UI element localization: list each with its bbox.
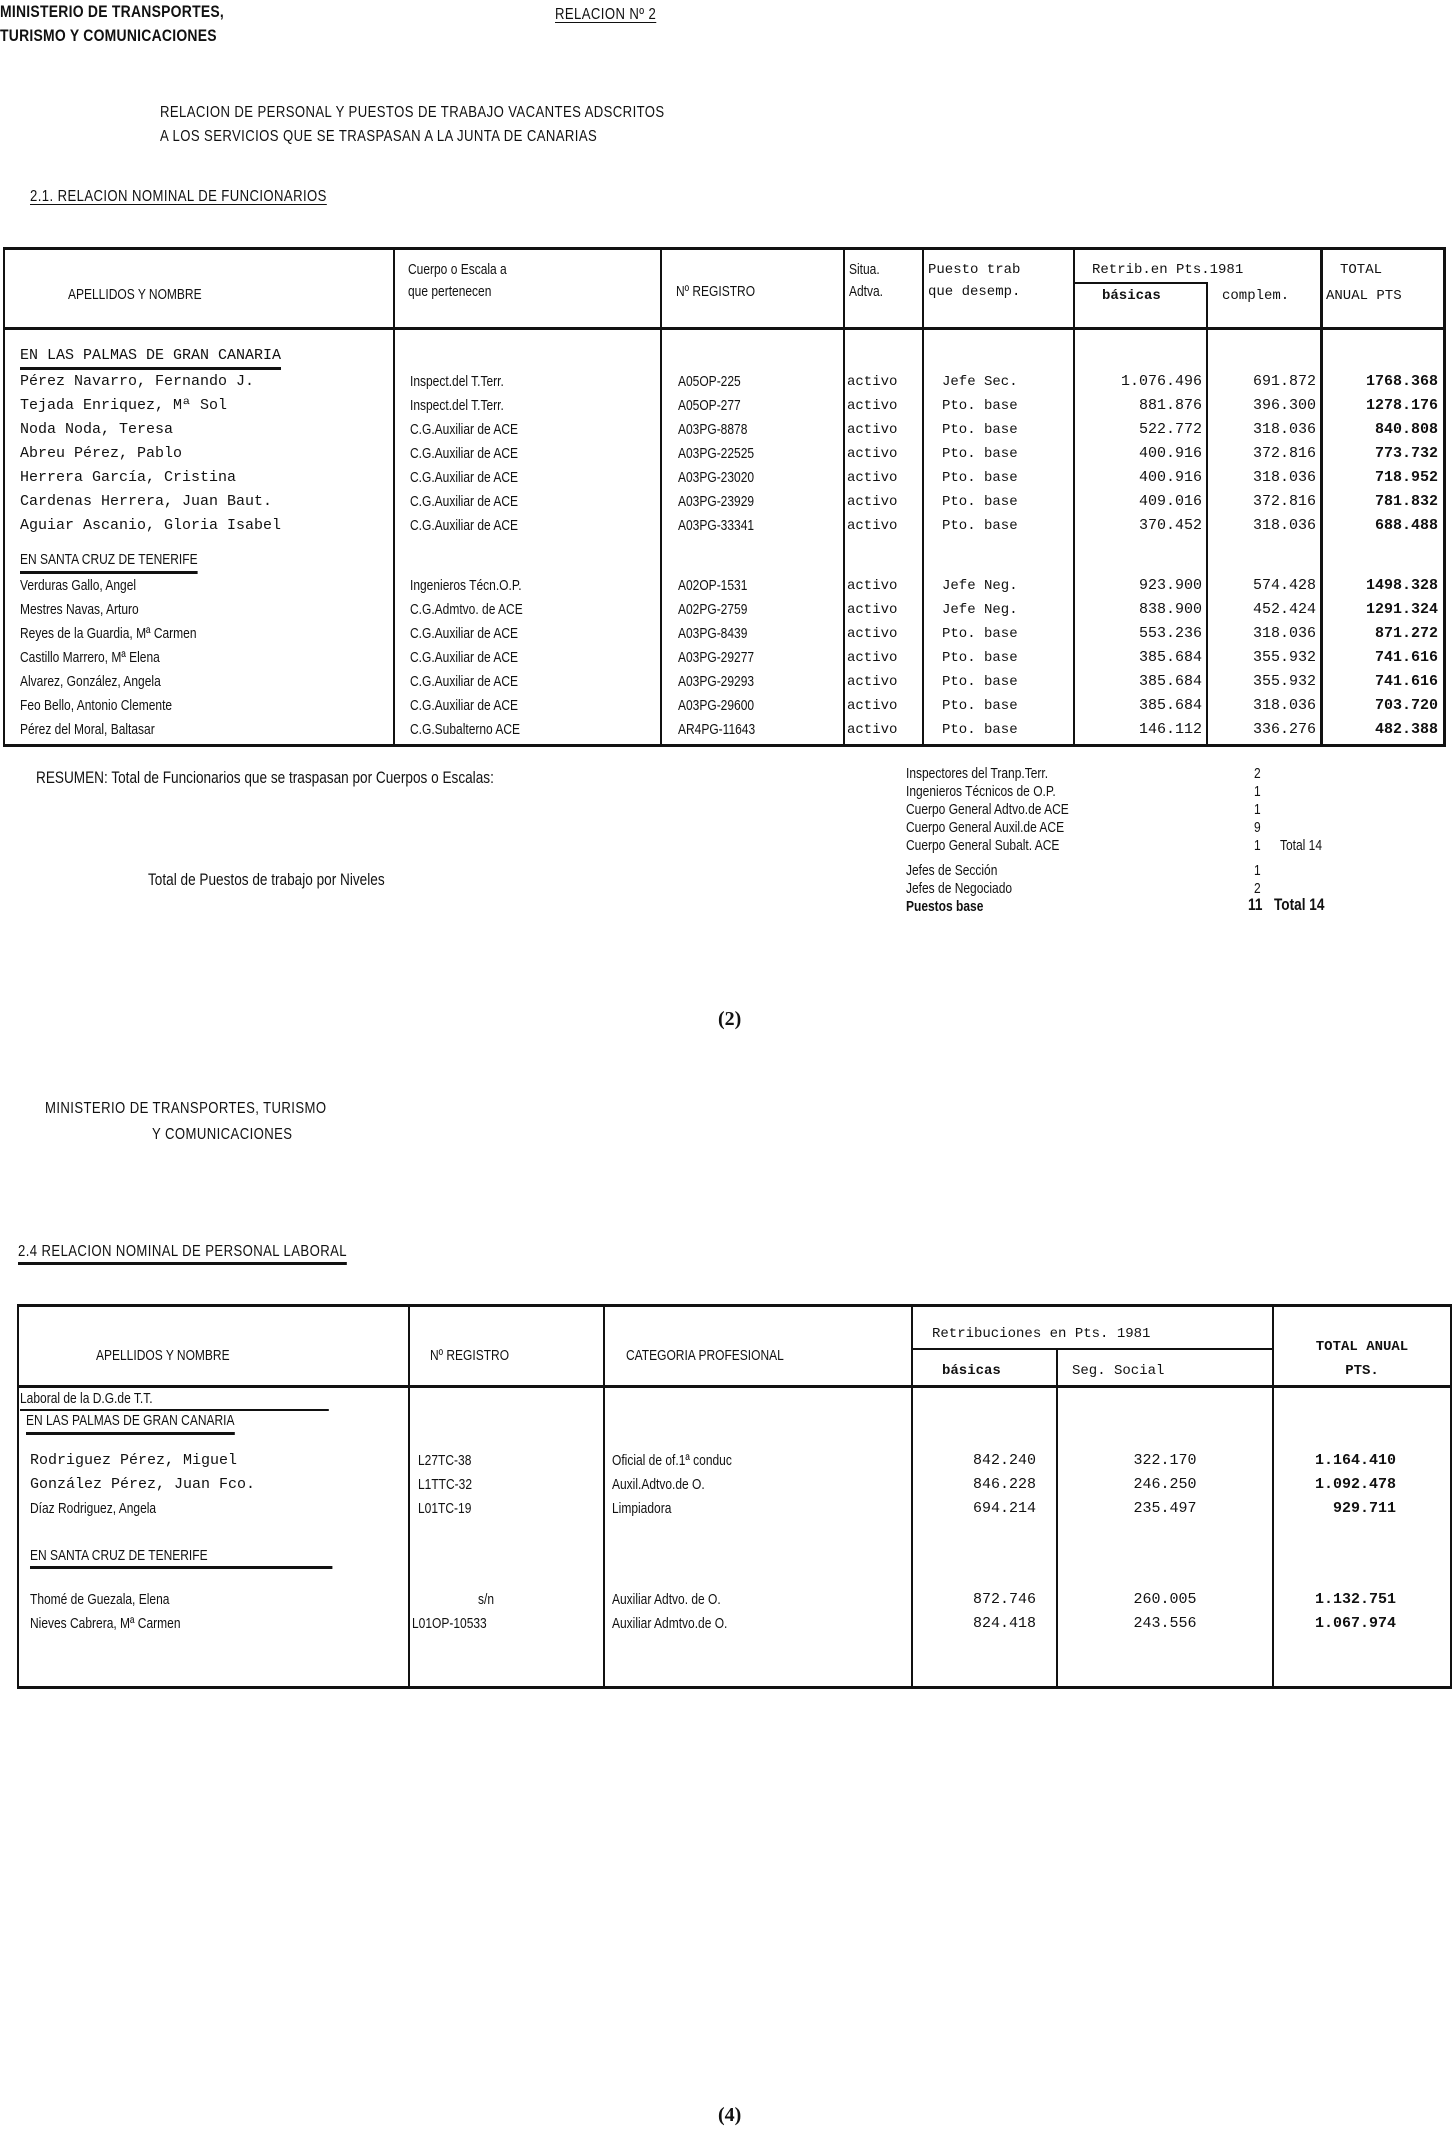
cell-basicas: 824.418 [972,1615,1036,1632]
header-total-2: ANUAL PTS [1326,288,1402,304]
summary-cuerpo-count: 1 [1254,783,1261,800]
summary-cuerpo-label: Cuerpo General Auxil.de ACE [906,819,1065,836]
document-title-line2: A LOS SERVICIOS QUE SE TRASPASAN A LA JUNTA DE CANARIAS [160,128,598,145]
cell-puesto: Pto. base [942,518,1018,534]
summary-cuerpo-count: 9 [1254,819,1261,836]
cell-cuerpo: Inspect.del T.Terr. [410,397,504,414]
cell-registro: A03PG-23929 [678,493,755,510]
header-cuerpo-2: que pertenecen [408,283,492,300]
page-number: (4) [718,2104,742,2126]
cell-situa: activo [847,422,898,438]
summary-niveles-total: Total 14 [1274,895,1325,914]
cell-puesto: Pto. base [942,722,1018,738]
summary-nivel-count: 11 [1248,895,1263,914]
cell-name: Abreu Pérez, Pablo [20,445,183,462]
summary-label-cuerpos: RESUMEN: Total de Funcionarios que se traspasan por Cuerpos o Escalas: [36,768,494,787]
header-puesto-2: que desemp. [928,284,1021,300]
summary-cuerpo-label: Cuerpo General Adtvo.de ACE [906,801,1069,818]
cell-registro: A02OP-1531 [678,577,748,594]
cell-basicas: 694.214 [972,1500,1036,1517]
cell-complem: 574.428 [1252,577,1316,594]
cell-total: 840.808 [1374,421,1438,438]
cell-total: 741.616 [1374,673,1438,690]
summary-cuerpo-count: 1 [1254,837,1261,854]
cell-complem: 318.036 [1252,625,1316,642]
cell-complem: 318.036 [1252,421,1316,438]
summary-cuerpo-label: Cuerpo General Subalt. ACE [906,837,1060,854]
cell-puesto: Jefe Sec. [942,374,1018,390]
header-total-1: TOTAL [1340,262,1383,278]
cell-cuerpo: C.G.Admtvo. de ACE [410,601,523,618]
cell-cuerpo: C.G.Auxiliar de ACE [410,673,519,690]
cell-total: 773.732 [1374,445,1438,462]
cell-cuerpo: C.G.Subalterno ACE [410,721,521,738]
cell-registro: A03PG-8439 [678,625,748,642]
cell-complem: 318.036 [1252,469,1316,486]
cell-categoria: Auxiliar Adtvo. de O. [612,1591,721,1608]
cell-categoria: Limpiadora [612,1500,672,1517]
cell-name: Díaz Rodriguez, Angela [30,1500,157,1517]
cell-basicas: 385.684 [1138,649,1202,666]
cell-basicas: 370.452 [1138,517,1202,534]
col-border [922,247,924,747]
cell-cuerpo: C.G.Auxiliar de ACE [410,625,519,642]
cell-name: Cardenas Herrera, Juan Baut. [20,493,273,510]
cell-total: 1498.328 [1365,577,1438,594]
cell-basicas: 881.876 [1138,397,1202,414]
cell-registro: s/n [477,1591,494,1608]
table-border-top [17,1304,1452,1307]
cell-situa: activo [847,674,898,690]
cell-situa: activo [847,494,898,510]
cell-name: Mestres Navas, Arturo [20,601,139,618]
cell-total: 929.711 [1332,1500,1396,1517]
cell-total: 1.164.410 [1314,1452,1396,1469]
cell-situa: activo [847,518,898,534]
cell-complem: 336.276 [1252,721,1316,738]
ministry-name-line2: TURISMO Y COMUNICACIONES [0,26,217,45]
header-registro: Nº REGISTRO [676,283,756,300]
cell-basicas: 522.772 [1138,421,1202,438]
cell-situa: activo [847,446,898,462]
group-label-santa-cruz: EN SANTA CRUZ DE TENERIFE [20,550,198,574]
cell-total: 1278.176 [1365,397,1438,414]
summary-nivel-count: 2 [1254,880,1261,897]
cell-complem: 372.816 [1252,493,1316,510]
cell-total: 688.488 [1374,517,1438,534]
page-number: (2) [718,1008,742,1030]
cell-name: Noda Noda, Teresa [20,421,174,438]
summary-cuerpo-label: Ingenieros Técnicos de O.P. [906,783,1056,800]
cell-registro: A02PG-2759 [678,601,748,618]
cell-puesto: Pto. base [942,446,1018,462]
cell-total: 1291.324 [1365,601,1438,618]
cell-registro: AR4PG-11643 [678,721,756,738]
cell-basicas: 923.900 [1138,577,1202,594]
relacion-number: RELACION Nº 2 [555,6,657,23]
cell-cuerpo: C.G.Auxiliar de ACE [410,469,519,486]
cell-seg-social: 322.170 [1133,1452,1197,1469]
laboral-dgtt-label: Laboral de la D.G.de T.T. [20,1389,329,1411]
cell-total: 871.272 [1374,625,1438,642]
group-label-las-palmas: EN LAS PALMAS DE GRAN CANARIA [26,1411,235,1435]
cell-seg-social: 243.556 [1133,1615,1197,1632]
header-situa-1: Situa. [849,261,880,278]
cell-registro: L01TC-19 [418,1500,472,1517]
cell-registro: A03PG-33341 [678,517,755,534]
header-seg-social: Seg. Social [1072,1363,1165,1379]
summary-cuerpo-label: Inspectores del Tranp.Terr. [906,765,1049,782]
cell-complem: 318.036 [1252,697,1316,714]
table-header-divider [17,1385,1452,1388]
cell-basicas: 1.076.496 [1120,373,1202,390]
header-basicas: básicas [1102,288,1161,304]
cell-puesto: Jefe Neg. [942,578,1018,594]
ministry-name-line1: MINISTERIO DE TRANSPORTES, TURISMO [45,1100,327,1117]
header-categoria: CATEGORIA PROFESIONAL [626,1347,784,1364]
cell-cuerpo: C.G.Auxiliar de ACE [410,649,519,666]
retrib-subheader-line [911,1348,1272,1350]
cell-total: 1.067.974 [1314,1615,1396,1632]
cell-complem: 372.816 [1252,445,1316,462]
col-border [843,247,845,747]
table-border-bottom [3,744,1445,747]
header-name: APELLIDOS Y NOMBRE [68,286,202,303]
cell-complem: 318.036 [1252,517,1316,534]
cell-name: Feo Bello, Antonio Clemente [20,697,173,714]
cell-registro: A03PG-8878 [678,421,748,438]
cell-seg-social: 246.250 [1133,1476,1197,1493]
cell-name: Pérez Navarro, Fernando J. [20,373,255,390]
header-puesto-1: Puesto trab [928,262,1021,278]
cell-puesto: Pto. base [942,470,1018,486]
cell-puesto: Pto. base [942,398,1018,414]
group-label-las-palmas: EN LAS PALMAS DE GRAN CANARIA [20,346,281,370]
cell-registro: L1TTC-32 [418,1476,473,1493]
cell-registro: A05OP-225 [678,373,741,390]
cell-puesto: Pto. base [942,422,1018,438]
summary-nivel-count: 1 [1254,862,1261,879]
cell-categoria: Oficial de of.1ª conduc [612,1452,732,1469]
cell-name: Thomé de Guezala, Elena [30,1591,170,1608]
header-name: APELLIDOS Y NOMBRE [96,1347,230,1364]
cell-basicas: 872.746 [972,1591,1036,1608]
cell-name: Herrera García, Cristina [20,469,237,486]
cell-puesto: Pto. base [942,674,1018,690]
col-border [1443,247,1446,747]
ministry-name-line1: MINISTERIO DE TRANSPORTES, [0,2,225,21]
cell-name: Rodriguez Pérez, Miguel [30,1452,238,1469]
cell-puesto: Pto. base [942,698,1018,714]
summary-cuerpo-count: 2 [1254,765,1261,782]
cell-cuerpo: Ingenieros Técn.O.P. [410,577,522,594]
cell-basicas: 846.228 [972,1476,1036,1493]
cell-total: 1.132.751 [1314,1591,1396,1608]
cell-registro: A03PG-22525 [678,445,755,462]
table-header-divider [3,327,1445,330]
cell-name: Reyes de la Guardia, Mª Carmen [20,625,197,642]
cell-complem: 396.300 [1252,397,1316,414]
header-basicas: básicas [942,1363,1001,1379]
header-retrib: Retrib.en Pts.1981 [1092,262,1244,278]
cell-registro: L27TC-38 [418,1452,472,1469]
cell-name: Aguiar Ascanio, Gloria Isabel [20,517,282,534]
header-total-2: PTS. [1345,1363,1379,1379]
col-border [603,1304,605,1688]
cell-basicas: 385.684 [1138,673,1202,690]
cell-basicas: 385.684 [1138,697,1202,714]
col-border [1206,282,1208,747]
section-title-laboral: 2.4 RELACION NOMINAL DE PERSONAL LABORAL [18,1243,347,1265]
cell-complem: 355.932 [1252,673,1316,690]
col-border [911,1304,913,1688]
header-cuerpo-1: Cuerpo o Escala a [408,261,507,278]
cell-puesto: Pto. base [942,494,1018,510]
cell-total: 1.092.478 [1314,1476,1396,1493]
cell-cuerpo: C.G.Auxiliar de ACE [410,421,519,438]
cell-categoria: Auxil.Adtvo.de O. [612,1476,705,1493]
document-title-line1: RELACION DE PERSONAL Y PUESTOS DE TRABAJO VACANTES ADSCRITOS [160,104,665,121]
header-registro: Nº REGISTRO [430,1347,510,1364]
cell-situa: activo [847,602,898,618]
cell-puesto: Pto. base [942,626,1018,642]
col-border [3,247,5,747]
col-border [1450,1304,1452,1688]
cell-registro: A03PG-29293 [678,673,755,690]
cell-name: Alvarez, González, Angela [20,673,161,690]
summary-nivel-label: Jefes de Sección [906,862,998,879]
group-label-santa-cruz: EN SANTA CRUZ DE TENERIFE [30,1546,332,1569]
header-complem: complem. [1222,288,1290,304]
table-border-top [3,247,1445,250]
cell-total: 1768.368 [1365,373,1438,390]
ministry-name-line2: Y COMUNICACIONES [152,1126,293,1143]
summary-cuerpo-count: 1 [1254,801,1261,818]
cell-basicas: 409.016 [1138,493,1202,510]
cell-basicas: 400.916 [1138,445,1202,462]
cell-complem: 452.424 [1252,601,1316,618]
cell-total: 718.952 [1374,469,1438,486]
cell-situa: activo [847,626,898,642]
cell-total: 741.616 [1374,649,1438,666]
cell-situa: activo [847,578,898,594]
cell-basicas: 400.916 [1138,469,1202,486]
table-border-bottom [17,1686,1452,1689]
col-border [660,247,662,747]
header-retrib: Retribuciones en Pts. 1981 [932,1326,1151,1342]
cell-complem: 691.872 [1252,373,1316,390]
cell-total: 482.388 [1374,721,1438,738]
cell-cuerpo: Inspect.del T.Terr. [410,373,504,390]
cell-situa: activo [847,722,898,738]
cell-situa: activo [847,374,898,390]
cell-basicas: 842.240 [972,1452,1036,1469]
cell-name: Tejada Enriquez, Mª Sol [20,397,228,414]
summary-cuerpos-total: Total 14 [1280,837,1323,854]
cell-cuerpo: C.G.Auxiliar de ACE [410,697,519,714]
summary-nivel-label: Puestos base [906,898,984,915]
cell-puesto: Pto. base [942,650,1018,666]
cell-basicas: 146.112 [1138,721,1202,738]
cell-registro: L01OP-10533 [412,1615,487,1632]
header-situa-2: Adtva. [849,283,884,300]
col-border [17,1304,19,1688]
cell-cuerpo: C.G.Auxiliar de ACE [410,493,519,510]
cell-cuerpo: C.G.Auxiliar de ACE [410,517,519,534]
col-border [393,247,395,747]
cell-registro: A03PG-23020 [678,469,755,486]
cell-registro: A05OP-277 [678,397,741,414]
summary-label-niveles: Total de Puestos de trabajo por Niveles [148,870,385,889]
cell-name: González Pérez, Juan Fco. [30,1476,256,1493]
cell-situa: activo [847,470,898,486]
cell-registro: A03PG-29277 [678,649,755,666]
cell-basicas: 553.236 [1138,625,1202,642]
cell-categoria: Auxiliar Admtvo.de O. [612,1615,728,1632]
summary-nivel-label: Jefes de Negociado [906,880,1013,897]
col-border [1320,247,1323,747]
cell-total: 781.832 [1374,493,1438,510]
cell-situa: activo [847,650,898,666]
cell-cuerpo: C.G.Auxiliar de ACE [410,445,519,462]
cell-name: Pérez del Moral, Baltasar [20,721,155,738]
cell-name: Castillo Marrero, Mª Elena [20,649,160,666]
cell-basicas: 838.900 [1138,601,1202,618]
header-total-1: TOTAL ANUAL [1315,1339,1409,1355]
cell-seg-social: 260.005 [1133,1591,1197,1608]
cell-total: 703.720 [1374,697,1438,714]
cell-registro: A03PG-29600 [678,697,755,714]
cell-name: Nieves Cabrera, Mª Carmen [30,1615,181,1632]
col-border [408,1304,410,1688]
cell-name: Verduras Gallo, Angel [20,577,137,594]
cell-seg-social: 235.497 [1133,1500,1197,1517]
cell-puesto: Jefe Neg. [942,602,1018,618]
cell-situa: activo [847,398,898,414]
section-title-funcionarios: 2.1. RELACION NOMINAL DE FUNCIONARIOS [30,188,327,205]
cell-complem: 355.932 [1252,649,1316,666]
cell-situa: activo [847,698,898,714]
col-border [1073,247,1075,747]
